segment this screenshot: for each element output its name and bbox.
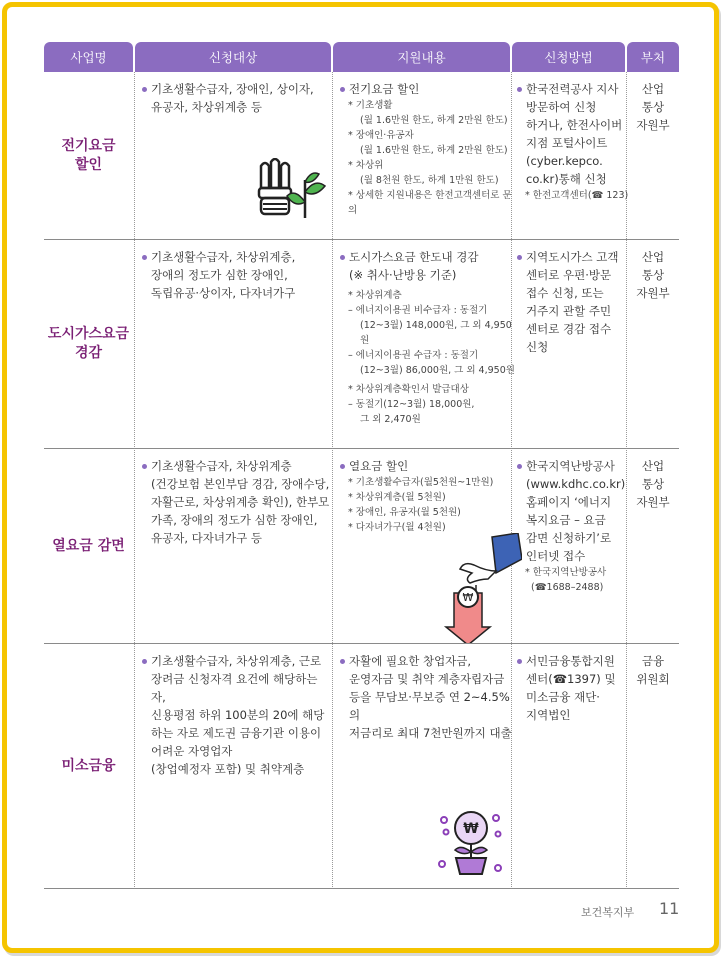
header-method: 신청방법 [512, 42, 625, 72]
support-cell [340, 652, 518, 742]
method-item: 서민금융통합지원 센터(☎1397) 및 미소금융 재단· 지역법인 [517, 652, 629, 724]
target-item: 기초생활수급자, 차상위계층 (건강보험 본인부담 경감, 장애수당, 자활근로, 차상위계층 확인), 한부모 가족, 장애의 정도가 심한 장애인, 유공자, 다자녀가구 등 [142, 457, 332, 547]
row-title: 열요금 감면 [52, 537, 125, 554]
target-cell [142, 652, 332, 778]
table-row-electricity [44, 72, 679, 240]
page-number: 11 [659, 899, 680, 918]
header-department: 부처 [627, 42, 679, 72]
svg-text:₩: ₩ [462, 591, 474, 604]
department-cell: 산업 통상 자원부 [636, 82, 670, 132]
header-support: 지원내용 [333, 42, 510, 72]
department-cell: 산업 통상 자원부 [636, 250, 670, 300]
target-cell [142, 248, 330, 302]
support-cell: 전기요금 할인 * 기초생활 (월 1.6만원 한도, 하계 2만원 한도) * 장애인·유공자 (월 1.6만원 한도, 하계 2만원 한도) * 차상위 (월 8천원 한도, 하계 1만원 한도) * 상세한 지원내용은 한전고객센터로 문의 [340, 80, 514, 218]
method-item: 지역도시가스 고객 센터로 우편·방문 접수 신청, 또는 거주지 관할 주민 센터로 경감 접수 신청 [517, 248, 629, 356]
method-item: 한국지역난방공사 (www.kdhc.co.kr) 홈페이지 ‘에너지 복지요금 – 요금 감면 신청하기’로 인터넷 접수 [517, 457, 629, 565]
footer-ministry-label: 보건복지부 [581, 906, 635, 919]
table-row-microfinance [44, 644, 679, 889]
target-cell [142, 457, 332, 547]
target-cell [142, 80, 330, 116]
energy-bulb-icon [247, 158, 327, 228]
method-cell [517, 652, 629, 724]
row-title: 전기요금 할인 [61, 137, 116, 173]
money-plant-icon [436, 806, 506, 878]
method-cell [517, 248, 629, 356]
department-cell: 산업 통상 자원부 [636, 459, 670, 509]
row-title: 도시가스요금 경감 [47, 326, 130, 361]
support-cell: 열요금 할인 * 기초생활수급자(월5천원~1만원) * 차상위계층(월 5천원) * 장애인, 유공자(월 5천원) * 다자녀가구(월 4천원) [340, 457, 516, 535]
header-target: 신청대상 [135, 42, 331, 72]
target-item: 기초생활수급자, 차상위계층, 장애의 정도가 심한 장애인, 독립유공·상이자, 다자녀가구 [142, 248, 330, 302]
support-cell: 도시가스요금 한도내 경감 (※ 취사·난방용 기준) * 차상위계층 – 에너지이용권 비수급자 : 동절기 (12~3월) 148,000원, 그 외 4,950원 – 에너지이용권 수급자 : 동절기 (12~3월) 86,000원, 그 외 4,950원 * 차상위계층확인서 발급대상 – 동절기(12~3월) 18,000원, 그 외 2,470원 [340, 248, 516, 427]
svg-text:₩: ₩ [463, 821, 479, 837]
coin-down-arrow-icon [432, 533, 522, 643]
method-item: 한국전력공사 지사 방문하여 신청 하거나, 한전사이버 지점 포털사이트 (cyber.kepco. co.kr)통해 신청 [517, 80, 629, 188]
header-business-name: 사업명 [44, 42, 133, 72]
support-heading: 열요금 할인 [340, 457, 516, 475]
method-cell: 한국지역난방공사 (www.kdhc.co.kr) 홈페이지 ‘에너지 복지요금 – 요금 감면 신청하기’로 인터넷 접수 * 한국지역난방공사 (☎1688–2488) [517, 457, 629, 595]
department-cell: 금융 위원회 [636, 654, 670, 686]
support-item: 자활에 필요한 창업자금, 운영자금 및 취약 계층자립자금 등을 무담보·무보증 연 2~4.5%의 저금리로 최대 7천만원까지 대출 [340, 652, 518, 742]
target-item: 기초생활수급자, 차상위계층, 근로 장려금 신청자격 요건에 해당하는자, 신용평점 하위 100분의 20에 해당 하는 자로 제도권 금융기관 이용이 어려운 자영업자 (창업예정자 포함) 및 취약계층 [142, 652, 332, 778]
table-row-city-gas [44, 240, 679, 449]
support-heading: 전기요금 할인 [340, 80, 514, 98]
support-heading: 도시가스요금 한도내 경감 [340, 248, 516, 266]
row-title: 미소금융 [61, 757, 116, 774]
table-row-heating [44, 449, 679, 644]
method-cell: 한국전력공사 지사 방문하여 신청 하거나, 한전사이버 지점 포털사이트 (cyber.kepco. co.kr)통해 신청 * 한전고객센터(☎ 123) [517, 80, 629, 203]
target-item: 기초생활수급자, 장애인, 상이자, 유공자, 차상위계층 등 [142, 80, 330, 116]
